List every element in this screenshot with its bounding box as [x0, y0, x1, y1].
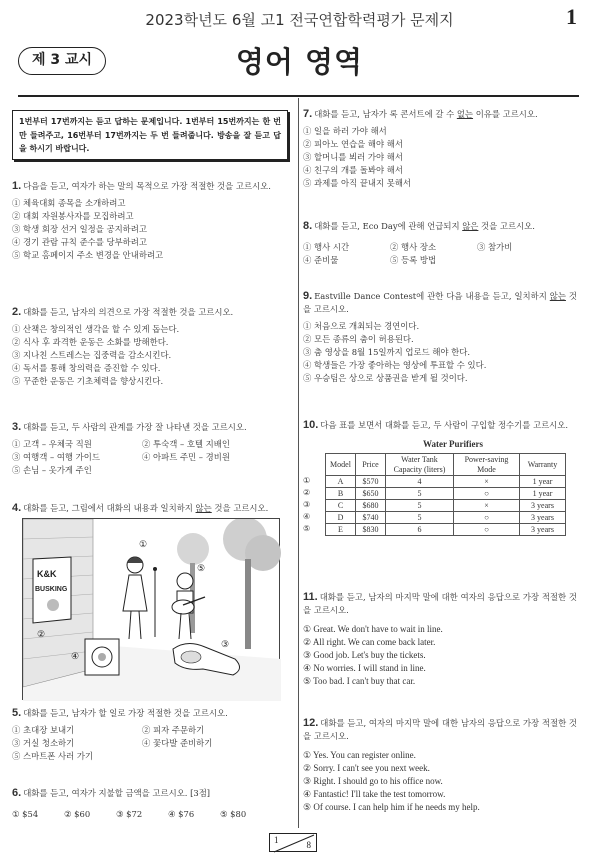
- question-6: [12, 787, 288, 821]
- total-pages: 8: [306, 840, 311, 850]
- option-4[interactable]: ④ 경기 관람 규칙 준수를 당부하려고: [12, 237, 147, 247]
- table-cell: 6: [386, 524, 454, 536]
- option-4[interactable]: ④ 꽃다발 준비하기: [142, 738, 213, 748]
- question-stem: 대화를 듣고, 남자가 록 콘서트에 갈 수: [314, 109, 457, 119]
- table-cell: 1 year: [520, 476, 566, 488]
- row-marker-1[interactable]: ①: [303, 476, 311, 485]
- question-stem: 대화를 듣고, 두 사람의 관계를 가장 잘 나타낸 것을 고르시오.: [23, 422, 247, 432]
- table-cell: ×: [454, 476, 520, 488]
- question-8: [303, 220, 577, 267]
- question-number: 4.: [12, 502, 22, 514]
- table-header: Water Tank Capacity (liters): [386, 454, 454, 476]
- question-stem: 것을 고르시오.: [303, 291, 577, 314]
- question-stem-underlined: 없는: [456, 109, 474, 119]
- option-5[interactable]: ⑤ 등록 방법: [390, 255, 437, 265]
- row-markers: [303, 453, 325, 536]
- option-2[interactable]: ② 모든 종류의 춤이 허용된다.: [303, 334, 414, 344]
- svg-text:K&K: K&K: [37, 569, 57, 579]
- option-3[interactable]: ③ 참가비: [477, 242, 513, 252]
- question-number: 7.: [303, 108, 313, 120]
- table-header: Warranty: [520, 454, 566, 476]
- option-5[interactable]: ⑤ 학교 홈페이지 주소 변경을 안내하려고: [12, 250, 164, 260]
- question-7: [303, 108, 577, 190]
- marker-1[interactable]: ①: [139, 540, 148, 550]
- question-stem: 것을 고르시오.: [211, 503, 269, 513]
- question-stem: 대화를 듣고, 여자가 지불할 금액을 고르시오. [3점]: [23, 788, 211, 798]
- option-5[interactable]: ⑤ 우승팀은 상으로 상품권을 받게 될 것이다.: [303, 373, 468, 383]
- table-cell: 4: [386, 476, 454, 488]
- table-cell: A: [326, 476, 356, 488]
- speaker: [85, 639, 119, 675]
- question-number: 5.: [12, 707, 22, 719]
- question-stem: 다음 표를 보면서 대화를 듣고, 두 사람이 구입할 정수기를 고르시오.: [320, 420, 569, 430]
- option-3[interactable]: ③ 거실 청소하기: [12, 738, 75, 748]
- question-stem: 다음을 듣고, 여자가 하는 말의 목적으로 가장 적절한 것을 고르시오.: [23, 181, 271, 191]
- header-rule: [18, 95, 579, 97]
- table-cell: ○: [454, 524, 520, 536]
- question-5: [12, 707, 288, 763]
- question-stem: 이유를 고르시오.: [473, 109, 538, 119]
- question-number: 10.: [303, 419, 319, 431]
- question-stem: 대화를 듣고, 남자의 의견으로 가장 적절한 것을 고르시오.: [23, 307, 234, 317]
- table-cell: ○: [454, 512, 520, 524]
- table-cell: ×: [454, 500, 520, 512]
- option-1[interactable]: ① 행사 시간: [303, 242, 350, 252]
- option-5[interactable]: ⑤ Too bad. I can't buy that car.: [303, 676, 416, 686]
- option-1[interactable]: ① 처음으로 개최되는 경연이다.: [303, 321, 420, 331]
- table-cell: 3 years: [520, 512, 566, 524]
- table-cell: 3 years: [520, 500, 566, 512]
- question-stem: 대화를 듣고, Eco Day에 관해 언급되지: [314, 221, 463, 231]
- option-3[interactable]: ③ $72: [116, 809, 143, 819]
- option-4[interactable]: ④ 학생들은 가장 좋아하는 영상에 투표할 수 있다.: [303, 360, 487, 370]
- option-4[interactable]: ④ Fantastic! I'll take the test tomorrow.: [303, 789, 446, 799]
- table-cell: 5: [386, 512, 454, 524]
- question-4: [12, 502, 288, 515]
- question-9: [303, 290, 577, 385]
- option-1[interactable]: ① $54: [12, 809, 39, 819]
- question-number: 12.: [303, 717, 319, 729]
- option-1[interactable]: ① Great. We don't have to wait in line.: [303, 624, 443, 634]
- table-cell: 1 year: [520, 488, 566, 500]
- question-10: [303, 419, 577, 536]
- option-3[interactable]: ③ 할머니를 뵈러 가야 해서: [303, 152, 403, 162]
- column-divider: [298, 98, 299, 828]
- table-cell: 5: [386, 488, 454, 500]
- water-purifier-table: [325, 453, 566, 536]
- table-row: [326, 488, 566, 500]
- table-cell: $740: [356, 512, 386, 524]
- question-number: 1.: [12, 180, 22, 192]
- option-2[interactable]: ② Sorry. I can't see you next week.: [303, 763, 430, 773]
- option-4[interactable]: ④ 독서를 통해 창의력을 증진할 수 있다.: [12, 363, 161, 373]
- question-2: [12, 306, 288, 388]
- option-5[interactable]: ⑤ 과제를 아직 끝내지 못해서: [303, 178, 412, 188]
- question-1: [12, 180, 288, 262]
- table-header: Power-saving Mode: [454, 454, 520, 476]
- option-2[interactable]: ② $60: [64, 809, 91, 819]
- table-cell: 5: [386, 500, 454, 512]
- option-5[interactable]: ⑤ 꾸준한 운동은 기초체력을 향상시킨다.: [12, 376, 164, 386]
- question-number: 8.: [303, 220, 313, 232]
- busking-poster: [33, 557, 71, 623]
- question-stem: 대화를 듣고, 남자가 할 일로 가장 적절한 것을 고르시오.: [23, 708, 228, 718]
- question-11: [303, 591, 577, 688]
- table-row: [326, 500, 566, 512]
- question-number: 6.: [12, 787, 22, 799]
- table-cell: $570: [356, 476, 386, 488]
- question-stem: Eastville Dance Contest에 관한 다음 내용을 듣고, 일치하지: [314, 291, 550, 301]
- option-5[interactable]: ⑤ 스마트폰 사러 가기: [12, 751, 94, 761]
- question-stem: 것을 고르시오.: [478, 221, 535, 231]
- marker-3[interactable]: ③: [221, 640, 230, 650]
- svg-text:BUSKING: BUSKING: [35, 586, 68, 593]
- option-4[interactable]: ④ No worries. I will stand in line.: [303, 663, 426, 673]
- question-stem-underlined: 않는: [549, 291, 566, 301]
- marker-2[interactable]: ②: [37, 630, 46, 640]
- option-3[interactable]: ③ 학생 회장 선거 일정을 공지하려고: [12, 224, 147, 234]
- table-cell: ○: [454, 488, 520, 500]
- question-stem-underlined: 않은: [462, 221, 479, 231]
- option-1[interactable]: ① 체육대회 종목을 소개하려고: [12, 198, 126, 208]
- page-indicator: [269, 833, 317, 852]
- option-5[interactable]: ⑤ Of course. I can help him if he needs my help.: [303, 802, 480, 812]
- option-1[interactable]: ① 초대장 보내기: [12, 725, 75, 735]
- session-badge: 제 3 교시: [18, 47, 106, 75]
- q4-illustration: [22, 518, 280, 700]
- question-number: 11.: [303, 591, 318, 603]
- option-2[interactable]: ② 대회 자원봉사자를 모집하려고: [12, 211, 134, 221]
- busking-scene: [23, 519, 281, 701]
- option-4[interactable]: ④ 아파트 주민 – 경비원: [142, 452, 230, 462]
- option-3[interactable]: ③ Right. I should go to his office now.: [303, 776, 443, 786]
- table-cell: B: [326, 488, 356, 500]
- tree: [223, 519, 281, 649]
- question-stem: 대화를 듣고, 그림에서 대화의 내용과 일치하지: [23, 503, 196, 513]
- option-1[interactable]: ① Yes. You can register online.: [303, 750, 416, 760]
- question-stem: 대화를 듣고, 남자의 마지막 말에 대한 여자의 응답으로 가장 적절한 것을 고르시오.: [303, 592, 577, 615]
- singer-woman: [123, 557, 157, 639]
- row-marker-5[interactable]: ⑤: [303, 524, 311, 533]
- option-1[interactable]: ① 산책은 창의적인 생각을 할 수 있게 돕는다.: [12, 324, 180, 334]
- option-3[interactable]: ③ 춤 영상을 8월 15일까지 업로드 해야 한다.: [303, 347, 471, 357]
- table-cell: E: [326, 524, 356, 536]
- table-row: [326, 476, 566, 488]
- question-number: 2.: [12, 306, 22, 318]
- option-1[interactable]: ① 일을 하러 가야 해서: [303, 126, 387, 136]
- option-4[interactable]: ④ 친구의 개를 돌봐야 해서: [303, 165, 403, 175]
- question-3: [12, 421, 288, 477]
- option-3[interactable]: ③ Good job. Let's buy the tickets.: [303, 650, 426, 660]
- question-number: 9.: [303, 290, 313, 302]
- option-2[interactable]: ② 피자 주문하기: [142, 725, 205, 735]
- table-cell: C: [326, 500, 356, 512]
- table-cell: 3 years: [520, 524, 566, 536]
- option-2[interactable]: ② 식사 후 과격한 운동은 소화를 방해한다.: [12, 337, 169, 347]
- table-cell: D: [326, 512, 356, 524]
- question-12: [303, 717, 577, 814]
- table-header: Model: [326, 454, 356, 476]
- option-3[interactable]: ③ 여행객 – 여행 가이드: [12, 452, 100, 462]
- option-5[interactable]: ⑤ 손님 – 옷가게 주인: [12, 465, 92, 475]
- current-page: 1: [274, 835, 279, 845]
- table-header: Price: [356, 454, 386, 476]
- exam-title: 2023학년도 6월 고1 전국연합학력평가 문제지: [145, 11, 454, 29]
- marker-4[interactable]: ④: [71, 652, 80, 662]
- subject-title: 영어 영역: [235, 45, 364, 79]
- option-2[interactable]: ② 피아노 연습을 해야 해서: [303, 139, 403, 149]
- table-title: Water Purifiers: [422, 439, 484, 449]
- option-4[interactable]: ④ $76: [168, 809, 195, 819]
- row-marker-2[interactable]: ②: [303, 488, 311, 497]
- marker-5[interactable]: ⑤: [197, 564, 206, 574]
- table-row: [326, 512, 566, 524]
- option-2[interactable]: ② 투숙객 – 호텔 지배인: [142, 439, 230, 449]
- guitarist-boy: [172, 573, 205, 639]
- option-1[interactable]: ① 고객 – 우체국 직원: [12, 439, 92, 449]
- row-marker-3[interactable]: ③: [303, 500, 311, 509]
- table-cell: $830: [356, 524, 386, 536]
- option-2[interactable]: ② All right. We can come back later.: [303, 637, 436, 647]
- option-5[interactable]: ⑤ $80: [220, 809, 247, 819]
- option-2[interactable]: ② 행사 장소: [390, 242, 437, 252]
- listening-instruction-box: 1번부터 17번까지는 듣고 답하는 문제입니다. 1번부터 15번까지는 한 번만 들려주고, 16번부터 17번까지는 두 번 들려줍니다. 방송을 잘 듣고 답을 하시기 바랍니다.: [12, 110, 288, 160]
- table-cell: $650: [356, 488, 386, 500]
- table-header-row: [326, 454, 566, 476]
- option-3[interactable]: ③ 지나친 스트레스는 집중력을 감소시킨다.: [12, 350, 172, 360]
- table-row: [326, 524, 566, 536]
- page-number: 1: [566, 4, 577, 29]
- table-cell: $680: [356, 500, 386, 512]
- question-stem-underlined: 않는: [195, 503, 212, 513]
- question-stem: 대화를 듣고, 여자의 마지막 말에 대한 남자의 응답으로 가장 적절한 것을 고르시오.: [303, 718, 577, 741]
- option-4[interactable]: ④ 준비물: [303, 255, 339, 265]
- row-marker-4[interactable]: ④: [303, 512, 311, 521]
- question-number: 3.: [12, 421, 22, 433]
